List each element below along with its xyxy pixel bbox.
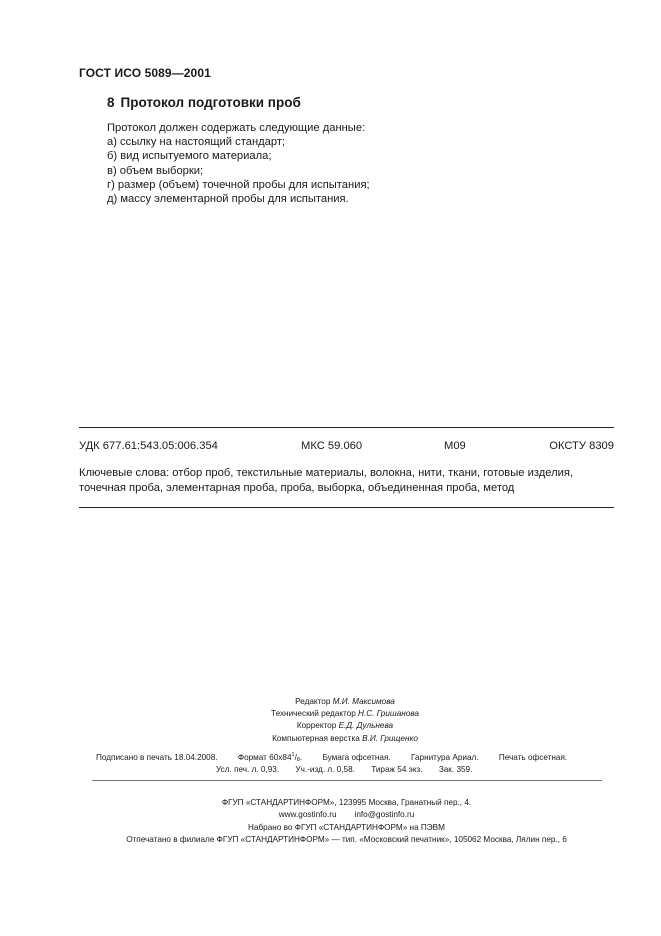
credit-tech-editor: Технический редактор Н.С. Гришанова [271,709,419,719]
printed-note: Отпечатано в филиале ФГУП «СТАНДАРТИНФОРМ» — тип. «Московский печатник», 105062 Москва, Лялин пер., 6 [126,835,567,845]
website-link[interactable]: www.gostinfo.ru [278,810,337,820]
okstu-code: ОКСТУ 8309 [549,440,614,452]
paper-type: Бумага офсетная. [322,753,391,762]
credit-corrector: Корректор Е.Д. Дульнева [296,721,394,731]
footer-divider [92,780,602,781]
category-code: М09 [444,440,466,452]
section-title: Протокол подготовки проб [120,95,301,110]
print-type: Печать офсетная. [498,753,568,762]
font-type: Гарнитура Ариал. [410,753,479,762]
footer-block [79,797,614,847]
section-heading [107,95,301,110]
typeset-note: Набрано во ФГУП «СТАНДАРТИНФОРМ» на ПЭВМ [248,822,445,832]
section-body [107,121,370,206]
mks-code: МКС 59.060 [301,440,363,452]
udk-code: УДК 677.61:543.05:006.354 [79,440,218,452]
keywords: Ключевые слова: отбор проб, текстильные материалы, волокна, нити, ткани, готовые изделия, точечная проба, элементарная проба, проба, выборка, объединенная проба, метод [79,467,574,494]
credits-block [240,696,450,745]
credit-editor: Редактор М.И. Максимова [295,697,395,706]
credit-layout: Компьютерная верстка В.И. Грищенко [272,733,418,743]
divider-bottom [79,507,614,508]
edit-sheets: Уч.-изд. л. 0,58. [295,765,355,774]
signed-date: Подписано в печать 18.04.2008. [96,753,218,762]
section-number: 8 [107,95,115,110]
list-item: а) ссылку на настоящий стандарт; [107,136,286,149]
email-link[interactable]: info@gostinfo.ru [354,810,415,820]
list-item: г) размер (объем) точечной пробы для испытания; [107,178,370,191]
list-item: в) объем выборки; [107,164,204,177]
contacts [79,809,614,821]
list-item: б) вид испытуемого материала; [107,150,272,163]
divider-top [79,427,614,428]
publication-row-2 [216,765,472,774]
order-number: Зак. 359. [438,765,473,774]
publication-row-1 [96,752,567,763]
classification-row [79,440,614,456]
list-item: д) массу элементарной пробы для испытания. [107,193,349,206]
format: Формат $60x84^1/_8$. [237,752,303,763]
section-intro: Протокол должен содержать следующие данные: [107,122,366,134]
document-header: ГОСТ ИСО 5089—2001 [79,66,211,80]
publisher-address: ФГУП «СТАНДАРТИНФОРМ», 123995 Москва, Гранатный пер., 4. [221,798,472,807]
print-sheets: Усл. печ. л. 0,93. [216,765,280,774]
print-run: Тираж 54 экз. [371,765,423,774]
